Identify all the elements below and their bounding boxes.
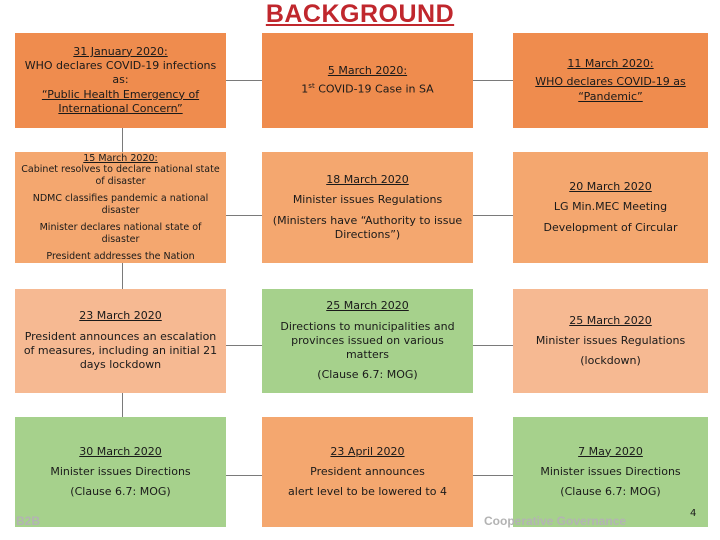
box-text: President announces an escalation of measures, including an initial 21 days lockdown xyxy=(23,329,218,372)
box-date: 11 March 2020: xyxy=(567,57,654,71)
box-text: Minister issues Regulations xyxy=(535,333,686,347)
box-text: Minister issues Directions xyxy=(540,464,681,478)
connector xyxy=(226,345,262,346)
connector xyxy=(473,215,513,216)
box-text: (Clause 6.7: MOG) xyxy=(317,368,418,382)
box-text: Directions to municipalities and provinces issued on various matters xyxy=(280,319,455,362)
box-text: (lockdown) xyxy=(580,354,641,368)
footer-logo-cogta: Cooperative Governance xyxy=(484,514,627,528)
box-text: President announces xyxy=(310,464,425,478)
box-date: 5 March 2020: xyxy=(327,63,408,77)
box-date: 23 March 2020 xyxy=(79,309,162,323)
timeline-box-7-may xyxy=(513,417,708,527)
connector xyxy=(122,128,123,152)
connector xyxy=(473,345,513,346)
connector xyxy=(473,80,513,81)
box-date: 25 March 2020 xyxy=(569,313,652,327)
connector xyxy=(122,263,123,289)
box-text: WHO declares COVID-19 infections as: xyxy=(24,59,217,87)
box-date: 7 May 2020 xyxy=(578,444,643,458)
timeline-box-11-march xyxy=(513,33,708,128)
timeline-box-15-march xyxy=(15,152,226,263)
box-date: 15 March 2020: xyxy=(83,152,158,164)
box-text: Development of Circular xyxy=(543,220,678,234)
box-text: “Public Health Emergency of International Concern” xyxy=(41,87,200,115)
box-date: 23 April 2020 xyxy=(330,444,405,458)
box-text: (Clause 6.7: MOG) xyxy=(560,485,661,499)
box-date: 30 March 2020 xyxy=(79,444,162,458)
connector xyxy=(226,215,262,216)
connector xyxy=(122,393,123,417)
box-date: 18 March 2020 xyxy=(326,172,409,186)
connector xyxy=(226,80,262,81)
box-text: (Ministers have “Authority to issue Directions”) xyxy=(272,213,463,241)
box-text: President addresses the Nation xyxy=(46,250,195,262)
box-text: WHO declares COVID-19 as “Pandemic” xyxy=(535,75,686,103)
box-text: Minister issues Directions xyxy=(50,464,191,478)
timeline-box-20-march xyxy=(513,152,708,263)
box-text: Minister declares national state of disaster xyxy=(39,221,202,245)
page-title: BACKGROUND xyxy=(265,0,455,28)
connector xyxy=(226,475,262,476)
connector xyxy=(473,475,513,476)
box-text: (Clause 6.7: MOG) xyxy=(70,485,171,499)
box-text: alert level to be lowered to 4 xyxy=(288,485,447,499)
page-number: 4 xyxy=(690,508,697,519)
box-text: 1st COVID-19 Case in SA xyxy=(301,82,434,96)
timeline-box-5-march xyxy=(262,33,473,128)
box-date: 25 March 2020 xyxy=(326,299,409,313)
timeline-box-23-march xyxy=(15,289,226,393)
footer-logo-b2b: B2B xyxy=(16,514,41,528)
box-text: NDMC classifies pandemic a national disaster xyxy=(32,193,209,216)
timeline-box-18-march xyxy=(262,152,473,263)
box-text: Minister issues Regulations xyxy=(292,193,443,207)
box-date: 31 January 2020: xyxy=(73,44,168,58)
timeline-box-25-march-directions xyxy=(262,289,473,393)
box-text: Cabinet resolves to declare national state of disaster xyxy=(21,164,220,188)
timeline-box-25-march-regulations xyxy=(513,289,708,393)
timeline-box-23-april xyxy=(262,417,473,527)
box-date: 20 March 2020 xyxy=(569,180,652,194)
timeline-box-31-january xyxy=(15,33,226,128)
box-text: LG Min.MEC Meeting xyxy=(553,200,668,214)
timeline-box-30-march xyxy=(15,417,226,527)
